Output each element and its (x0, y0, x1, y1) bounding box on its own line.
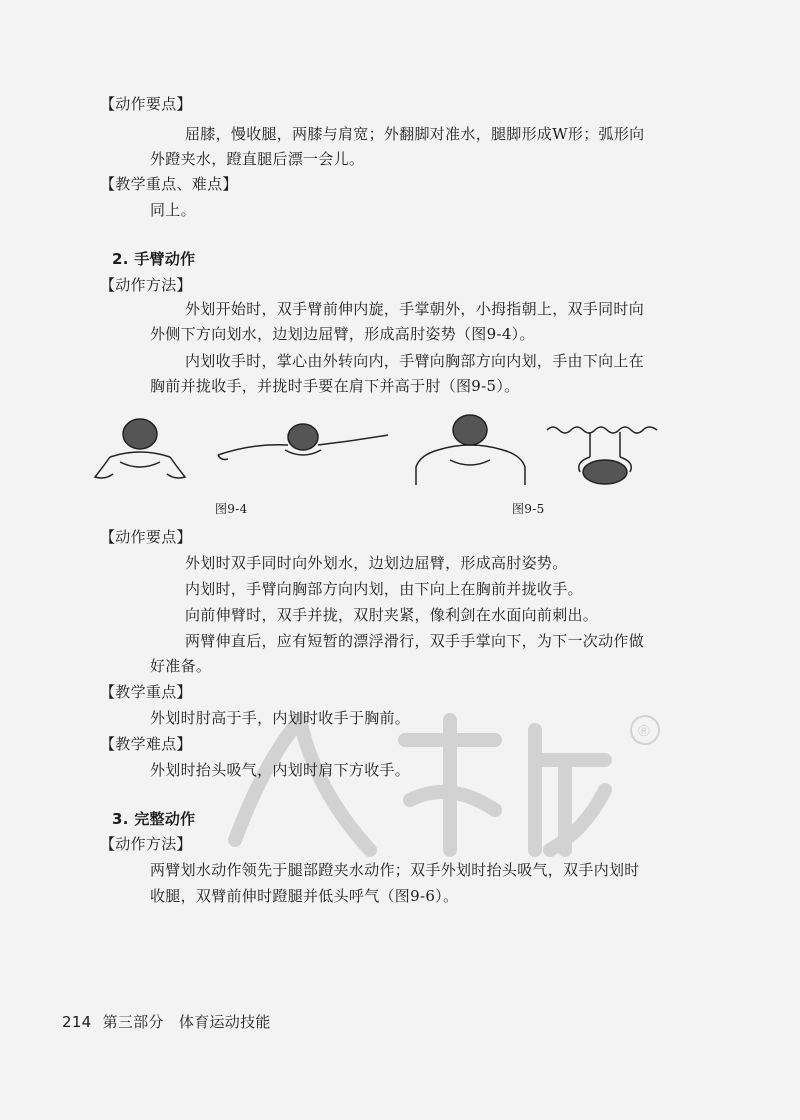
paragraph-line: 外划时双手同时向外划水，边划边屈臂，形成高肘姿势。 (185, 554, 568, 572)
paragraph-line: 外划时抬头吸气，内划时肩下方收手。 (150, 761, 411, 779)
paragraph-line: 收腿，双臂前伸时蹬腿并低头呼气（图9-6）。 (150, 887, 459, 905)
paragraph-line: 胸前并拢收手，并拢时手要在肩下并高于肘（图9-5）。 (150, 377, 520, 395)
paragraph-line: 内划时，手臂向胸部方向内划，由下向上在胸前并拢收手。 (185, 580, 583, 598)
section-label-method: 【动作方法】 (100, 835, 192, 853)
section-label-teaching-difficulty: 【教学难点】 (100, 735, 192, 753)
paragraph-line: 外划开始时，双手臂前伸内旋，手掌朝外，小拇指朝上，双手同时向 (185, 300, 645, 318)
footer-chapter: 体育运动技能 (178, 1013, 271, 1031)
paragraph-line: 屈膝，慢收腿，两膝与肩宽；外翻脚对准水，腿脚形成W形；弧形向 (185, 125, 645, 143)
figure-caption-9-5: 图9-5 (512, 502, 545, 516)
section-heading-arm-movement: 2. 手臂动作 (112, 250, 196, 268)
swimmer-illustration-1 (85, 412, 195, 492)
paragraph-line: 向前伸臂时，双手并拢，双肘夹紧，像利剑在水面向前刺出。 (185, 606, 599, 624)
section-heading-complete-movement: 3. 完整动作 (112, 810, 196, 828)
footer-section: 第三部分 (102, 1013, 164, 1031)
paragraph-line: 两臂伸直后，应有短暂的漂浮滑行，双手手掌向下，为下一次动作做 (185, 632, 645, 650)
page-footer (62, 1012, 271, 1032)
swimmer-illustration-3 (408, 405, 533, 495)
section-label-key-points: 【动作要点】 (100, 528, 192, 546)
paragraph-line: 好准备。 (150, 657, 212, 675)
section-label-key-points: 【动作要点】 (100, 95, 192, 113)
paragraph-line: 两臂划水动作领先于腿部蹬夹水动作；双手外划时抬头吸气，双手内划时 (150, 861, 640, 879)
paragraph-line: 内划收手时，掌心由外转向内，手臂向胸部方向内划，手由下向上在 (185, 352, 645, 370)
paragraph-line: 外划时肘高于手，内划时收手于胸前。 (150, 709, 411, 727)
swimmer-illustration-2 (213, 415, 393, 470)
figure-caption-9-4: 图9-4 (215, 502, 248, 516)
section-label-teaching-focus: 【教学重点】 (100, 683, 192, 701)
page-number: 214 (62, 1013, 92, 1031)
section-label-teaching-focus: 【教学重点、难点】 (100, 175, 238, 193)
paragraph-line: 外侧下方向划水，边划边屈臂，形成高肘姿势（图9-4）。 (150, 325, 535, 343)
registered-mark: ® (638, 723, 650, 740)
paragraph-line: 外蹬夹水，蹬直腿后漂一会儿。 (150, 150, 365, 168)
swimmer-illustration-4 (545, 412, 660, 492)
paragraph-line: 同上。 (150, 201, 196, 219)
section-label-method: 【动作方法】 (100, 276, 192, 294)
